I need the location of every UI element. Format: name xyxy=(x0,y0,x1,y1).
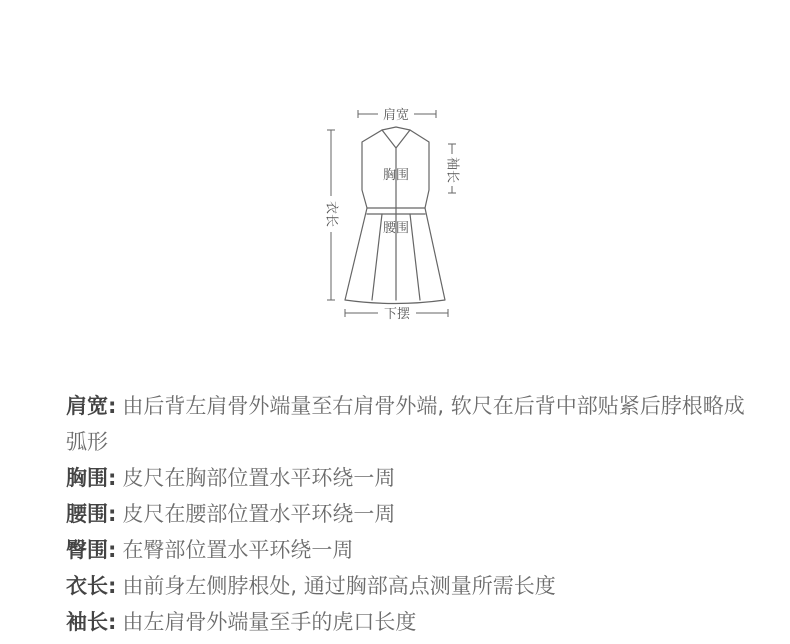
legend-row-hip xyxy=(66,532,746,568)
legend-separator: : xyxy=(108,610,117,634)
legend-separator: : xyxy=(108,502,117,526)
sleeve-label: 袖长 xyxy=(444,156,460,184)
legend-description: 由后背左肩骨外端量至右肩骨外端, 软尺在后背中部贴紧后脖根略成弧形 xyxy=(66,394,745,454)
legend-description: 在臀部位置水平环绕一周 xyxy=(122,538,354,562)
dress-outline xyxy=(345,130,445,304)
legend-row-length xyxy=(66,568,746,604)
legend-separator: : xyxy=(108,394,117,418)
legend-row-sleeve xyxy=(66,604,746,640)
legend-description: 由左肩骨外端量至手的虎口长度 xyxy=(122,610,417,634)
legend-term: 胸围 xyxy=(66,466,108,490)
legend-term: 腰围 xyxy=(66,502,108,526)
hem-label: 下摆 xyxy=(383,307,411,322)
legend-description: 皮尺在胸部位置水平环绕一周 xyxy=(122,466,396,490)
legend-description: 由前身左侧脖根处, 通过胸部高点测量所需长度 xyxy=(122,574,556,598)
legend-row-shoulder xyxy=(66,388,746,460)
measurement-legend xyxy=(66,388,746,640)
legend-term: 臀围 xyxy=(66,538,108,562)
legend-term: 肩宽 xyxy=(66,394,108,418)
legend-separator: : xyxy=(108,466,117,490)
legend-separator: : xyxy=(108,574,117,598)
legend-term: 袖长 xyxy=(66,610,108,634)
shoulder-label: 肩宽 xyxy=(382,108,410,123)
legend-row-chest xyxy=(66,460,746,496)
chest-label: 胸围 xyxy=(382,168,410,183)
legend-row-waist xyxy=(66,496,746,532)
waist-label: 腰围 xyxy=(382,221,410,236)
length-label: 衣长 xyxy=(323,200,339,228)
legend-description: 皮尺在腰部位置水平环绕一周 xyxy=(122,502,396,526)
legend-term: 衣长 xyxy=(66,574,108,598)
legend-separator: : xyxy=(108,538,117,562)
